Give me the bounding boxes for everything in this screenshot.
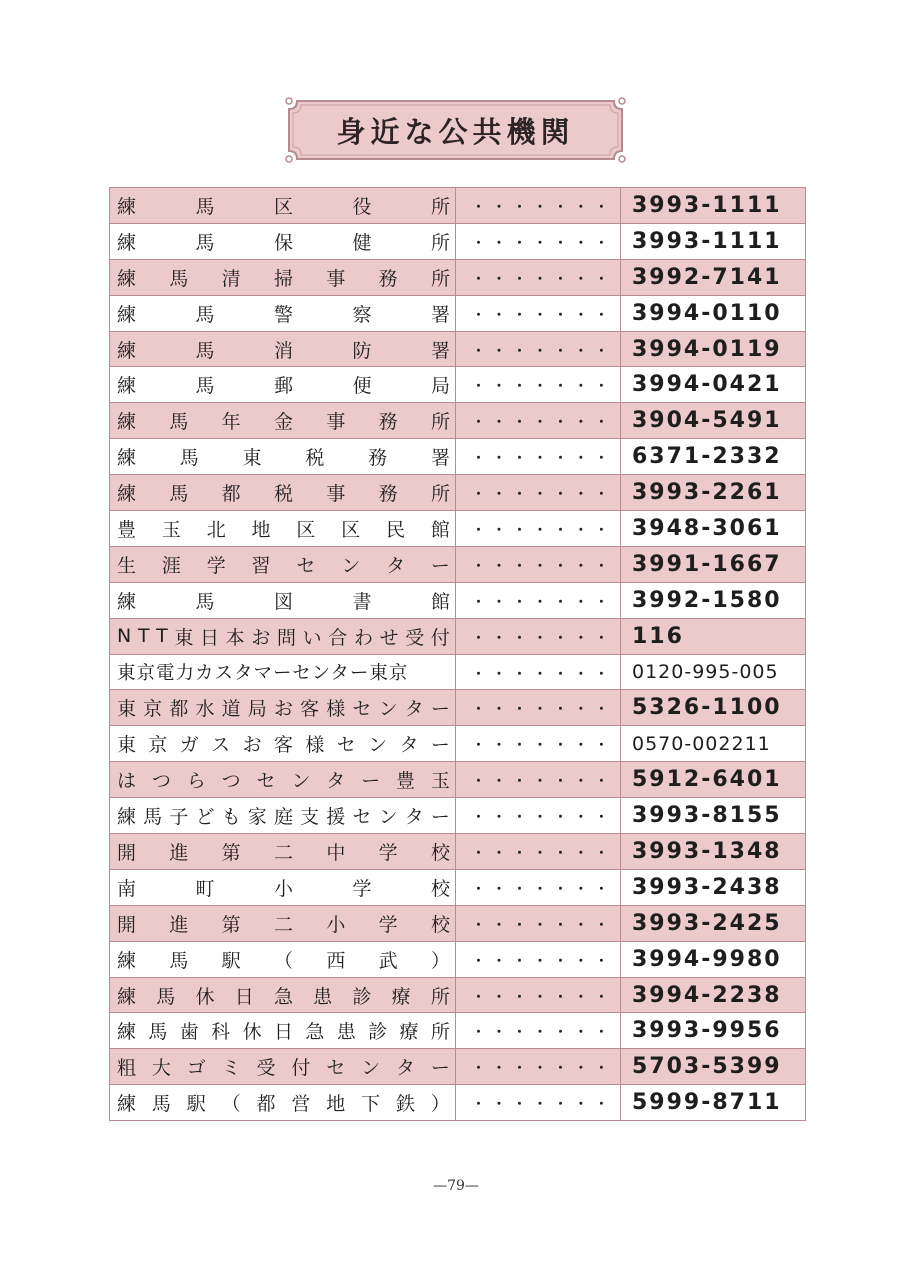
leader-dots-cell bbox=[456, 690, 621, 726]
phone-number: 3993-1111 bbox=[632, 192, 782, 218]
phone-number-cell bbox=[621, 403, 806, 439]
facility-name: 練 馬 駅 （ 西 武 ） bbox=[117, 949, 450, 972]
facility-name-cell bbox=[110, 905, 456, 941]
facility-name: 練 馬 歯 科 休 日 急 患 診 療 所 bbox=[117, 1021, 450, 1044]
table-row bbox=[110, 511, 806, 547]
phone-number-cell bbox=[621, 941, 806, 977]
table-row bbox=[110, 618, 806, 654]
leader-dots: ・ ・ ・ ・ ・ ・ ・ bbox=[472, 917, 608, 933]
facility-name-cell bbox=[110, 475, 456, 511]
leader-dots: ・ ・ ・ ・ ・ ・ ・ bbox=[472, 594, 608, 610]
phone-number: 3993-2261 bbox=[632, 480, 782, 506]
phone-number-cell bbox=[621, 223, 806, 259]
phone-number: 3993-2438 bbox=[632, 874, 782, 900]
table-row bbox=[110, 1013, 806, 1049]
leader-dots-cell bbox=[456, 941, 621, 977]
table-row bbox=[110, 475, 806, 511]
phone-number-cell bbox=[621, 1049, 806, 1085]
table-row bbox=[110, 834, 806, 870]
leader-dots: ・ ・ ・ ・ ・ ・ ・ bbox=[472, 881, 608, 897]
phone-number-cell bbox=[621, 367, 806, 403]
facility-name-cell bbox=[110, 618, 456, 654]
facility-name-cell bbox=[110, 367, 456, 403]
facility-name-cell bbox=[110, 654, 456, 690]
leader-dots: ・ ・ ・ ・ ・ ・ ・ bbox=[472, 845, 608, 861]
phone-number: 3994-2238 bbox=[632, 982, 782, 1008]
table-row bbox=[110, 798, 806, 834]
facility-name-cell bbox=[110, 403, 456, 439]
phone-number: 0120-995-005 bbox=[632, 661, 779, 684]
facility-name: は つ ら つ セ ン タ ー 豊 玉 bbox=[117, 770, 450, 793]
table-row bbox=[110, 331, 806, 367]
page-number: —79— bbox=[433, 1178, 479, 1194]
phone-number-cell bbox=[621, 905, 806, 941]
leader-dots-cell bbox=[456, 295, 621, 331]
leader-dots: ・ ・ ・ ・ ・ ・ ・ bbox=[472, 199, 608, 215]
facility-name: 練 馬 子 ど も 家 庭 支 援 セ ン タ ー bbox=[117, 806, 450, 829]
leader-dots: ・ ・ ・ ・ ・ ・ ・ bbox=[472, 738, 608, 754]
phone-number: 5912-6401 bbox=[632, 767, 782, 793]
leader-dots-cell bbox=[456, 259, 621, 295]
facility-name-cell bbox=[110, 941, 456, 977]
table-row bbox=[110, 1049, 806, 1085]
leader-dots: ・ ・ ・ ・ ・ ・ ・ bbox=[472, 1061, 608, 1077]
phone-number-cell bbox=[621, 582, 806, 618]
leader-dots-cell bbox=[456, 905, 621, 941]
facility-name-cell bbox=[110, 869, 456, 905]
leader-dots: ・ ・ ・ ・ ・ ・ ・ bbox=[472, 235, 608, 251]
phone-number-cell bbox=[621, 798, 806, 834]
facility-name: N T T 東 日 本 お 問 い 合 わ せ 受 付 bbox=[117, 625, 450, 649]
facility-name: 練 馬 年 金 事 務 所 bbox=[117, 411, 450, 434]
leader-dots-cell bbox=[456, 654, 621, 690]
leader-dots: ・ ・ ・ ・ ・ ・ ・ bbox=[472, 451, 608, 467]
phone-number-cell bbox=[621, 331, 806, 367]
leader-dots-cell bbox=[456, 762, 621, 798]
phone-number: 3993-1348 bbox=[632, 838, 782, 864]
title-banner bbox=[283, 95, 628, 165]
table-row bbox=[110, 941, 806, 977]
phone-number: 3994-0119 bbox=[632, 336, 782, 362]
table-row bbox=[110, 439, 806, 475]
phone-number-cell bbox=[621, 726, 806, 762]
table-row bbox=[110, 1085, 806, 1121]
leader-dots-cell bbox=[456, 726, 621, 762]
phone-number: 3993-9956 bbox=[632, 1018, 782, 1044]
phone-number: 3993-1111 bbox=[632, 228, 782, 254]
facility-name: 東 京 都 水 道 局 お 客 様 セ ン タ ー bbox=[117, 698, 450, 721]
table-row bbox=[110, 403, 806, 439]
facility-name-cell bbox=[110, 546, 456, 582]
phone-number-cell bbox=[621, 869, 806, 905]
phone-number-cell bbox=[621, 1085, 806, 1121]
leader-dots: ・ ・ ・ ・ ・ ・ ・ bbox=[472, 989, 608, 1005]
facility-name: 開 進 第 二 中 学 校 bbox=[117, 841, 450, 864]
facility-name: 練 馬 都 税 事 務 所 bbox=[117, 483, 450, 506]
phone-number: 3991-1667 bbox=[632, 551, 782, 577]
phone-number-cell bbox=[621, 618, 806, 654]
phone-number: 3992-1580 bbox=[632, 587, 782, 613]
facility-name-cell bbox=[110, 188, 456, 224]
facility-name: 練 馬 保 健 所 bbox=[117, 231, 450, 254]
phone-number-cell bbox=[621, 762, 806, 798]
phone-number: 3993-8155 bbox=[632, 803, 782, 829]
table-row bbox=[110, 259, 806, 295]
leader-dots: ・ ・ ・ ・ ・ ・ ・ bbox=[472, 702, 608, 718]
table-row bbox=[110, 726, 806, 762]
table-row bbox=[110, 690, 806, 726]
phone-number: 3994-0421 bbox=[632, 372, 782, 398]
leader-dots: ・ ・ ・ ・ ・ ・ ・ bbox=[472, 1025, 608, 1041]
directory-table bbox=[109, 187, 806, 1121]
leader-dots: ・ ・ ・ ・ ・ ・ ・ bbox=[472, 666, 608, 682]
leader-dots: ・ ・ ・ ・ ・ ・ ・ bbox=[472, 774, 608, 790]
phone-number: 3992-7141 bbox=[632, 264, 782, 290]
leader-dots: ・ ・ ・ ・ ・ ・ ・ bbox=[472, 343, 608, 359]
phone-number-cell bbox=[621, 690, 806, 726]
phone-number-cell bbox=[621, 834, 806, 870]
leader-dots-cell bbox=[456, 188, 621, 224]
leader-dots: ・ ・ ・ ・ ・ ・ ・ bbox=[472, 307, 608, 323]
facility-name: 練 馬 消 防 署 bbox=[117, 339, 450, 362]
phone-number-cell bbox=[621, 977, 806, 1013]
facility-name-cell bbox=[110, 223, 456, 259]
facility-name-cell bbox=[110, 726, 456, 762]
phone-number: 3948-3061 bbox=[632, 515, 782, 541]
leader-dots-cell bbox=[456, 1085, 621, 1121]
facility-name: 豊 玉 北 地 区 区 民 館 bbox=[117, 518, 450, 541]
leader-dots-cell bbox=[456, 582, 621, 618]
phone-number: 6371-2332 bbox=[632, 444, 782, 470]
facility-name-cell bbox=[110, 1085, 456, 1121]
facility-name-cell bbox=[110, 798, 456, 834]
facility-name-cell bbox=[110, 331, 456, 367]
facility-name: 東 京 ガ ス お 客 様 セ ン タ ー bbox=[117, 734, 450, 757]
leader-dots-cell bbox=[456, 618, 621, 654]
leader-dots: ・ ・ ・ ・ ・ ・ ・ bbox=[472, 415, 608, 431]
phone-number: 5326-1100 bbox=[632, 695, 782, 721]
leader-dots: ・ ・ ・ ・ ・ ・ ・ bbox=[472, 271, 608, 287]
phone-number-cell bbox=[621, 295, 806, 331]
leader-dots-cell bbox=[456, 475, 621, 511]
facility-name-cell bbox=[110, 439, 456, 475]
leader-dots-cell bbox=[456, 331, 621, 367]
leader-dots: ・ ・ ・ ・ ・ ・ ・ bbox=[472, 522, 608, 538]
table-row bbox=[110, 295, 806, 331]
table-row bbox=[110, 188, 806, 224]
phone-number-cell bbox=[621, 439, 806, 475]
phone-number-cell bbox=[621, 188, 806, 224]
phone-number-cell bbox=[621, 1013, 806, 1049]
leader-dots-cell bbox=[456, 869, 621, 905]
facility-name-cell bbox=[110, 1013, 456, 1049]
facility-name: 練 馬 郵 便 局 bbox=[117, 375, 450, 398]
facility-name: 練 馬 警 察 署 bbox=[117, 303, 450, 326]
facility-name-cell bbox=[110, 834, 456, 870]
facility-name-cell bbox=[110, 295, 456, 331]
leader-dots: ・ ・ ・ ・ ・ ・ ・ bbox=[472, 487, 608, 503]
leader-dots-cell bbox=[456, 367, 621, 403]
phone-number: 116 bbox=[632, 623, 684, 649]
leader-dots: ・ ・ ・ ・ ・ ・ ・ bbox=[472, 810, 608, 826]
facility-name: 練 馬 清 掃 事 務 所 bbox=[117, 267, 450, 290]
table-row bbox=[110, 367, 806, 403]
phone-number-cell bbox=[621, 475, 806, 511]
facility-name-cell bbox=[110, 259, 456, 295]
facility-name: 練 馬 区 役 所 bbox=[117, 195, 450, 218]
leader-dots-cell bbox=[456, 977, 621, 1013]
facility-name-cell bbox=[110, 762, 456, 798]
phone-number-cell bbox=[621, 654, 806, 690]
page-title: 身近な公共機関 bbox=[336, 114, 575, 149]
leader-dots-cell bbox=[456, 1013, 621, 1049]
facility-name-cell bbox=[110, 977, 456, 1013]
facility-name: 練 馬 駅 （ 都 営 地 下 鉄 ） bbox=[117, 1093, 450, 1116]
leader-dots-cell bbox=[456, 223, 621, 259]
leader-dots-cell bbox=[456, 546, 621, 582]
leader-dots-cell bbox=[456, 403, 621, 439]
facility-name-cell bbox=[110, 511, 456, 547]
table-row bbox=[110, 977, 806, 1013]
facility-name: 練 馬 休 日 急 患 診 療 所 bbox=[117, 985, 450, 1008]
leader-dots-cell bbox=[456, 834, 621, 870]
facility-name: 粗 大 ゴ ミ 受 付 セ ン タ ー bbox=[117, 1057, 450, 1080]
leader-dots: ・ ・ ・ ・ ・ ・ ・ bbox=[472, 1097, 608, 1113]
leader-dots-cell bbox=[456, 798, 621, 834]
leader-dots: ・ ・ ・ ・ ・ ・ ・ bbox=[472, 630, 608, 646]
table-row bbox=[110, 582, 806, 618]
table-row bbox=[110, 223, 806, 259]
facility-name: 生 涯 学 習 セ ン タ ー bbox=[117, 554, 450, 577]
table-row bbox=[110, 762, 806, 798]
table-row bbox=[110, 654, 806, 690]
leader-dots-cell bbox=[456, 1049, 621, 1085]
table-row bbox=[110, 546, 806, 582]
table-row bbox=[110, 905, 806, 941]
phone-number-cell bbox=[621, 511, 806, 547]
table-row bbox=[110, 869, 806, 905]
phone-number: 3904-5491 bbox=[632, 408, 782, 434]
facility-name-cell bbox=[110, 1049, 456, 1085]
facility-name: 開 進 第 二 小 学 校 bbox=[117, 913, 450, 936]
phone-number: 3994-9980 bbox=[632, 946, 782, 972]
phone-number-cell bbox=[621, 546, 806, 582]
facility-name: 東京電力カスタマーセンター東京 bbox=[117, 663, 409, 685]
facility-name-cell bbox=[110, 690, 456, 726]
phone-number-cell bbox=[621, 259, 806, 295]
leader-dots-cell bbox=[456, 439, 621, 475]
facility-name: 練 馬 東 税 務 署 bbox=[117, 447, 450, 470]
facility-name: 練 馬 図 書 館 bbox=[117, 590, 450, 613]
leader-dots-cell bbox=[456, 511, 621, 547]
phone-number: 5999-8711 bbox=[632, 1090, 782, 1116]
phone-number: 5703-5399 bbox=[632, 1054, 782, 1080]
phone-number: 0570-002211 bbox=[632, 732, 771, 755]
leader-dots: ・ ・ ・ ・ ・ ・ ・ bbox=[472, 558, 608, 574]
facility-name: 南 町 小 学 校 bbox=[117, 877, 450, 900]
leader-dots: ・ ・ ・ ・ ・ ・ ・ bbox=[472, 953, 608, 969]
phone-number: 3993-2425 bbox=[632, 910, 782, 936]
leader-dots: ・ ・ ・ ・ ・ ・ ・ bbox=[472, 379, 608, 395]
facility-name-cell bbox=[110, 582, 456, 618]
phone-number: 3994-0110 bbox=[632, 300, 782, 326]
